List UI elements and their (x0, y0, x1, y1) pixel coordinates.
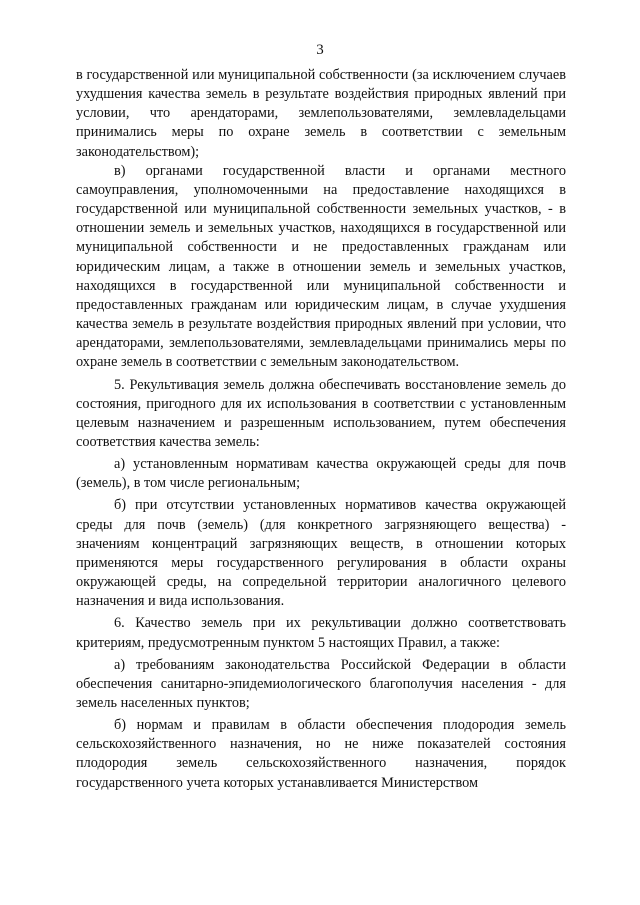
paragraph-5b: б) при отсутствии установленных нормативов качества окружающей среды для почв (земель) (для конкретного загрязняющего вещества) - значениям концентраций загрязняющих веществ, в отношении которых применяются меры государственного регулирования в области охраны окружающей среды, на сопредельной территории аналогичного целевого назначения и вида использования. (76, 497, 566, 610)
paragraph-section-5: 5. Рекультивация земель должна обеспечивать восстановление земель до состояния, пригодного для их использования в соответствии с установленным целевым назначением и разрешенным использованием, путем обеспечения соответствия качества земель: (76, 376, 566, 450)
page-number: 3 (316, 42, 324, 58)
paragraph-6a: а) требованиям законодательства Российской Федерации в области обеспечения санитарно-эпидемиологического благополучия населения - для земель населенных пунктов; (76, 656, 566, 711)
paragraph-continuation: в государственной или муниципальной собственности (за исключением случаев ухудшения качества земель в результате воздействия природных явлений при условии, что арендаторами, землепользователями, землевладельцами принимались меры по охране земель в соответствии с земельным законодательством); (76, 67, 566, 160)
paragraph-section-6: 6. Качество земель при их рекультивации должно соответствовать критериям, предусмотренным пунктом 5 настоящих Правил, а также: (76, 615, 566, 651)
document-body (76, 66, 566, 793)
paragraph-item-v: в) органами государственной власти и органами местного самоуправления, уполномоченными на предоставление находящихся в государственной или муниципальной собственности земельных участков, - в отношении земель и земельных участков, находящихся в государственной или муниципальной собственности и не предоставленных гражданам или юридическим лицам, а также в отношении земель и земельных участков, находящихся в государственной или муниципальной собственности и предоставленных гражданам или юридическим лицам, в случае ухудшения качества земель в результате воздействия природных явлений при условии, что арендаторами, землепользователями, землевладельцами принимались меры по охране земель в соответствии с земельным законодательством. (76, 162, 566, 371)
paragraph-5a: а) установленным нормативам качества окружающей среды для почв (земель), в том числе региональным; (76, 456, 566, 492)
paragraph-6b: б) нормам и правилам в области обеспечения плодородия земель сельскохозяйственного назначения, но не ниже показателей состояния плодородия земель сельскохозяйственного назначения, порядок государственного учета которых устанавливается Министерством (76, 717, 566, 791)
